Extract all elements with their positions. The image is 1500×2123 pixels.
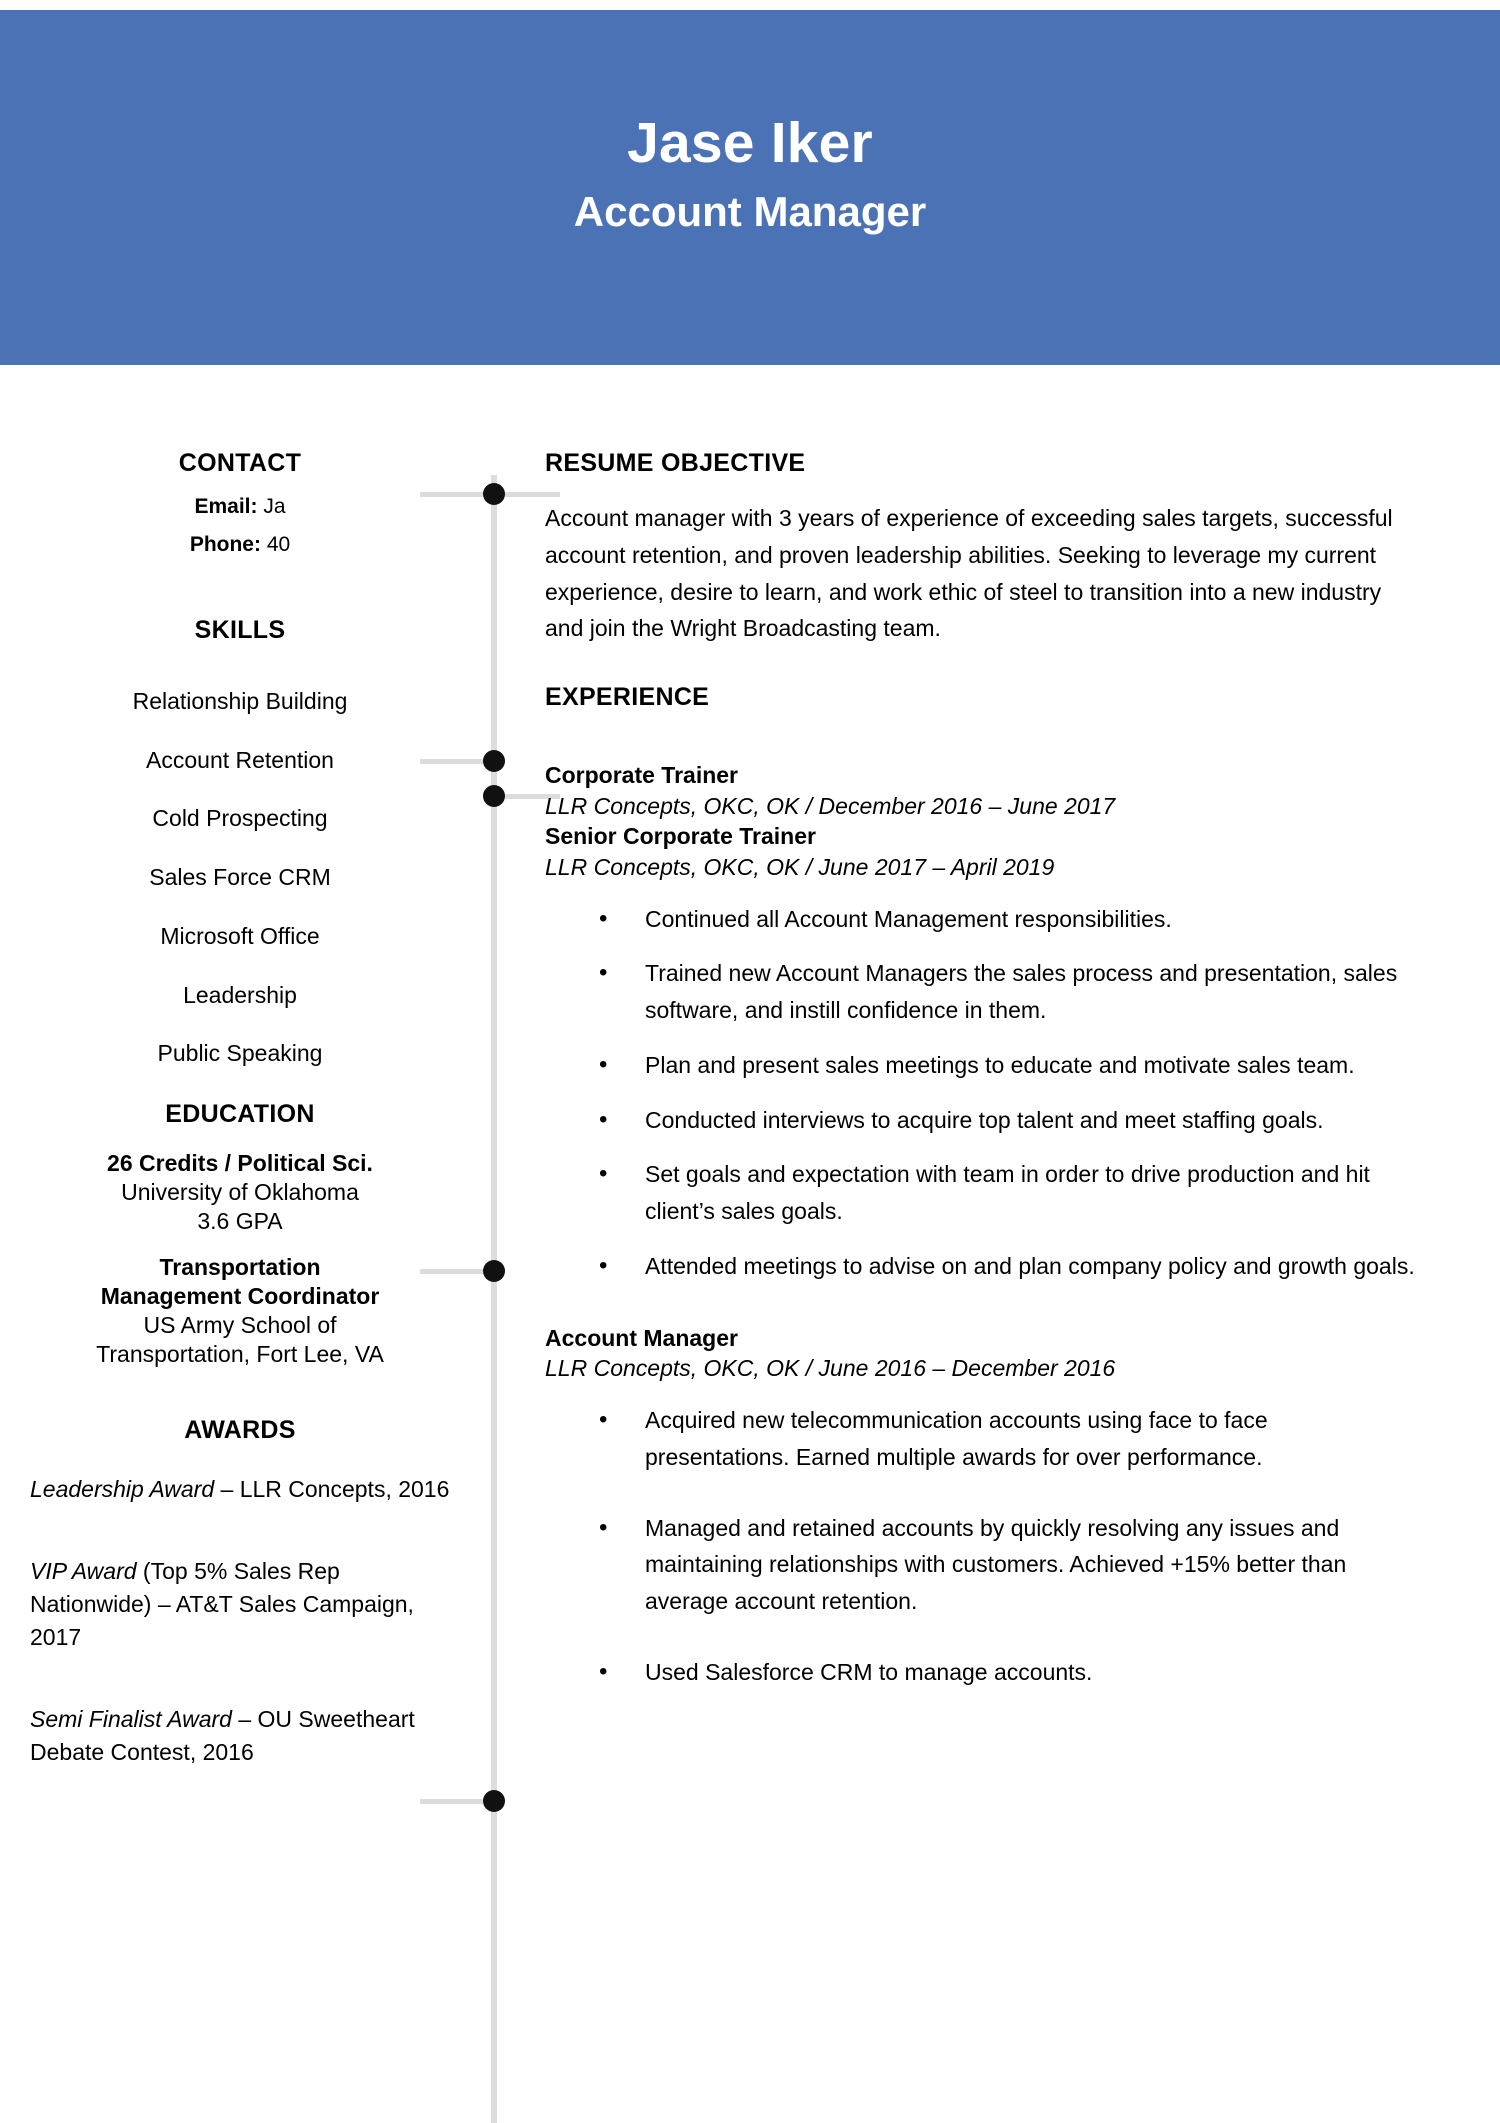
job-bullet: • Set goals and expectation with team in order to drive production and hit client’s sales goals. [545, 1156, 1415, 1230]
objective-heading: RESUME OBJECTIVE [545, 449, 806, 477]
education-school-line1: US Army School of [143, 1311, 337, 1338]
job-bullet-list [545, 901, 1420, 1285]
job-meta: LLR Concepts, OKC, OK / December 2016 – June 2017 [545, 792, 1116, 819]
timeline-dot-experience [483, 785, 505, 807]
job-title: Senior Corporate Trainer [545, 823, 816, 850]
education-entry [30, 1149, 450, 1235]
contact-phone-value: 40 [266, 533, 291, 557]
experience-job [545, 1323, 1420, 1691]
timeline-vertical-line [491, 475, 497, 2123]
award-item [30, 1473, 450, 1506]
education-heading: EDUCATION [165, 1100, 315, 1129]
job-bullet: • Continued all Account Management responsibilities. [545, 901, 1415, 938]
job-title: Corporate Trainer [545, 762, 738, 789]
contact-email-value: Ja [263, 495, 286, 518]
contact-phone-line [30, 530, 450, 560]
candidate-job-title: Account Manager [573, 187, 927, 235]
timeline-dot-skills [483, 750, 505, 772]
award-detail: – OU Sweetheart Debate Contest, 2016 [30, 1705, 415, 1766]
skill-item: Public Speaking [157, 1040, 323, 1067]
job-bullet: • Used Salesforce CRM to manage accounts. [545, 1654, 1415, 1691]
job-bullet: • Acquired new telecommunication accounts using face to face presentations. Earned multiple awards for over performance. [545, 1402, 1415, 1476]
award-detail: – LLR Concepts, 2016 [214, 1476, 450, 1503]
award-name: VIP Award [30, 1557, 137, 1584]
skills-heading: SKILLS [194, 615, 286, 644]
contact-email-line [30, 492, 450, 522]
contact-phone-label: Phone: [189, 533, 261, 557]
education-school: University of Oklahoma [121, 1178, 359, 1205]
skill-item: Microsoft Office [160, 922, 320, 949]
job-title: Account Manager [545, 1324, 738, 1351]
job-bullet: • Managed and retained accounts by quickly resolving any issues and maintaining relationships with customers. Achieved +15% better than average account retention. [545, 1510, 1415, 1620]
skill-item: Relationship Building [132, 687, 348, 714]
candidate-name: Jase Iker [627, 111, 873, 175]
job-bullet: • Trained new Account Managers the sales process and presentation, sales software, and instill confidence in them. [545, 955, 1415, 1029]
job-bullet: • Conducted interviews to acquire top talent and meet staffing goals. [545, 1102, 1415, 1139]
timeline-tick-left-awards [420, 1799, 483, 1804]
objective-body: Account manager with 3 years of experience of exceeding sales targets, successful account retention, and proven leadership abilities. Seeking to leverage my current experience, desire to learn, and work ethic of steel to transition into a new industry and join the Wright Broadcasting team. [545, 505, 1393, 642]
awards-heading: AWARDS [184, 1416, 296, 1445]
award-item [30, 1703, 450, 1770]
sidebar [30, 449, 450, 1769]
award-name: Leadership Award [30, 1476, 215, 1503]
job-bullet: • Plan and present sales meetings to educate and motivate sales team. [545, 1047, 1415, 1084]
education-degree-line2: Management Coordinator [100, 1283, 380, 1310]
experience-job [545, 760, 1420, 821]
header-banner [0, 10, 1500, 365]
timeline-dot-objective [483, 483, 505, 505]
skill-item: Leadership [183, 981, 297, 1008]
education-detail: 3.6 GPA [197, 1207, 283, 1234]
contact-heading: CONTACT [178, 449, 302, 477]
experience-job [545, 821, 1420, 1285]
skill-item: Cold Prospecting [152, 805, 328, 832]
objective-section [545, 449, 1420, 647]
timeline-dot-awards [483, 1790, 505, 1812]
education-school-line2: Transportation, Fort Lee, VA [96, 1340, 384, 1367]
education-entry [30, 1253, 450, 1368]
job-bullet: • Attended meetings to advise on and plan company policy and growth goals. [545, 1248, 1415, 1285]
awards-section [30, 1416, 450, 1769]
award-name: Semi Finalist Award [30, 1705, 232, 1732]
job-bullet-list [545, 1402, 1420, 1691]
contact-section [30, 449, 450, 561]
education-degree: 26 Credits / Political Sci. [107, 1150, 373, 1177]
experience-heading: EXPERIENCE [545, 683, 710, 712]
skills-section [30, 616, 450, 1068]
job-meta: LLR Concepts, OKC, OK / June 2016 – December 2016 [545, 1355, 1116, 1382]
award-item [30, 1555, 450, 1655]
education-section [30, 1100, 450, 1368]
skill-item: Account Retention [146, 746, 334, 773]
job-meta: LLR Concepts, OKC, OK / June 2017 – April 2019 [545, 853, 1055, 880]
main-content [545, 449, 1420, 1691]
education-degree-line1: Transportation [159, 1254, 321, 1281]
award-detail: (Top 5% Sales Rep Nationwide) – AT&T Sales Campaign, 2017 [30, 1557, 414, 1651]
experience-section [545, 683, 1420, 1691]
contact-email-label: Email: [194, 495, 258, 518]
header-text-block [0, 111, 1500, 235]
timeline-dot-education [483, 1260, 505, 1282]
skill-item: Sales Force CRM [149, 864, 331, 891]
